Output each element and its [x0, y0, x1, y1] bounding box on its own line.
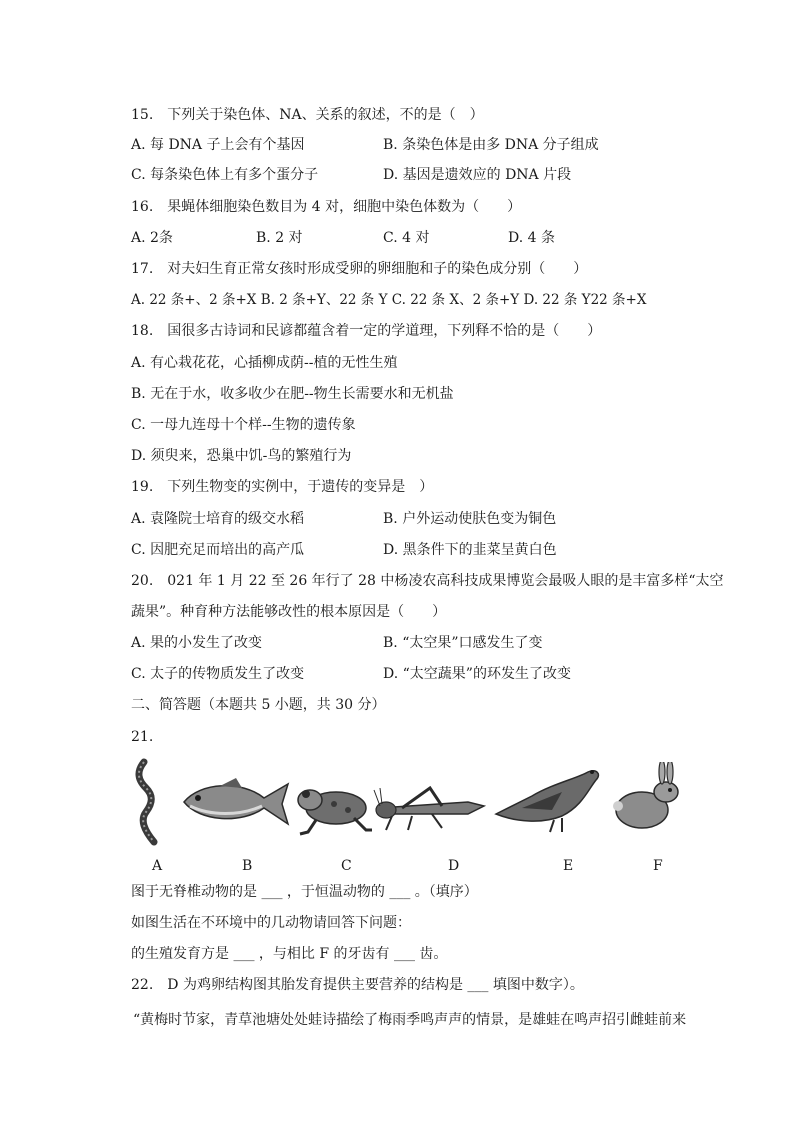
q18-option-a: A. 有心栽花花，心插柳成荫--植的无性生殖	[131, 355, 398, 371]
q16-option-b: B. 2 对	[256, 230, 303, 246]
q20-option-c: C. 太子的传物质发生了改变	[131, 666, 305, 682]
animal-label-d: D	[448, 858, 460, 874]
q16-option-a: A. 2条	[131, 230, 173, 246]
q15-option-b: B. 条染色体是由多 DNA 分子组成	[383, 137, 599, 153]
q20-stem-line2: 蔬果”。种育种方法能够改性的根本原因是（ ）	[131, 604, 447, 620]
q16-stem: 16. 果蝇体细胞染色数目为 4 对，细胞中染色体数为（ ）	[131, 199, 522, 215]
q16-option-d: D. 4 条	[508, 230, 555, 246]
animal-label-a: A	[152, 858, 163, 874]
q19-stem: 19. 下列生物变的实例中，于遗传的变异是 ）	[131, 479, 434, 495]
rabbit-icon	[612, 762, 684, 834]
q20-option-b: B. “太空果”口感发生了变	[383, 635, 543, 651]
animal-label-b: B	[242, 858, 253, 874]
earthworm-icon	[132, 758, 170, 846]
animal-label-e: E	[563, 858, 574, 874]
q17-stem: 17. 对夫妇生育正常女孩时形成受卵的卵细胞和子的染色成分别（ ）	[131, 261, 588, 277]
q17-options: A. 22 条+、2 条+X B. 2 条+Y、22 条 Y C. 22 条 X、2 条+Y D. 22 条 Y22 条+X	[131, 292, 647, 308]
q20-stem-line1: 20. 021 年 1 月 22 至 26 年行了 28 中杨凌农高科技成果博览会最吸人眼的是丰富多样“太空	[131, 573, 724, 589]
q15-option-d: D. 基因是遗效应的 DNA 片段	[383, 167, 572, 183]
q19-option-a: A. 袁隆院士培育的级交水稻	[131, 511, 305, 527]
q15-option-a: A. 每 DNA 子上会有个基因	[131, 137, 305, 153]
q18-option-d: D. 须臾来，恐巢中饥-鸟的繁殖行为	[131, 448, 352, 464]
grasshopper-icon	[372, 784, 494, 834]
q21-number: 21.	[131, 729, 154, 745]
q20-option-a: A. 果的小发生了改变	[131, 635, 263, 651]
animal-figure	[128, 758, 688, 848]
q19-option-c: C. 因肥充足而培出的高产瓜	[131, 542, 305, 558]
animal-label-f: F	[653, 858, 663, 874]
q22-line2: “黄梅时节家，青草池塘处处蛙诗描绘了梅雨季鸣声声的情景，是雄蛙在鸣声招引雌蛙前来	[133, 1012, 687, 1028]
q19-option-b: B. 户外运动使肤色变为铜色	[383, 511, 557, 527]
section-heading: 二、简答题（本题共 5 小题，共 30 分）	[131, 697, 386, 713]
q21-line1: 图于无脊椎动物的是 ___ ，于恒温动物的 ___ 。（填序）	[131, 884, 478, 900]
pigeon-icon	[492, 762, 604, 836]
frog-icon	[294, 778, 374, 836]
q15-option-c: C. 每条染色体上有多个蛋分子	[131, 167, 319, 183]
q21-line2: 如图生活在不环境中的几动物请回答下问题：	[131, 915, 411, 931]
q16-option-c: C. 4 对	[383, 230, 430, 246]
fish-icon	[180, 776, 292, 830]
q20-option-d: D. “太空蔬果”的环发生了改变	[383, 666, 571, 682]
q18-stem: 18. 国很多古诗词和民谚都蕴含着一定的学道理，下列释不恰的是（ ）	[131, 323, 602, 339]
q18-option-b: B. 无在于水，收多收少在肥--物生长需要水和无机盐	[131, 386, 454, 402]
q18-option-c: C. 一母九连母十个样--生物的遗传象	[131, 417, 356, 433]
q22-line1: 22. D 为鸡卵结构图其胎发育提供主要营养的结构是 ___ 填图中数字）。	[131, 977, 584, 993]
animal-label-c: C	[341, 858, 352, 874]
q19-option-d: D. 黑条件下的韭菜呈黄白色	[383, 542, 557, 558]
q21-line3: 的生殖发育方是 ___ ，与相比 F 的牙齿有 ___ 齿。	[131, 946, 448, 962]
q15-stem: 15. 下列关于染色体、NA、关系的叙述，不的是（ ）	[131, 107, 484, 123]
